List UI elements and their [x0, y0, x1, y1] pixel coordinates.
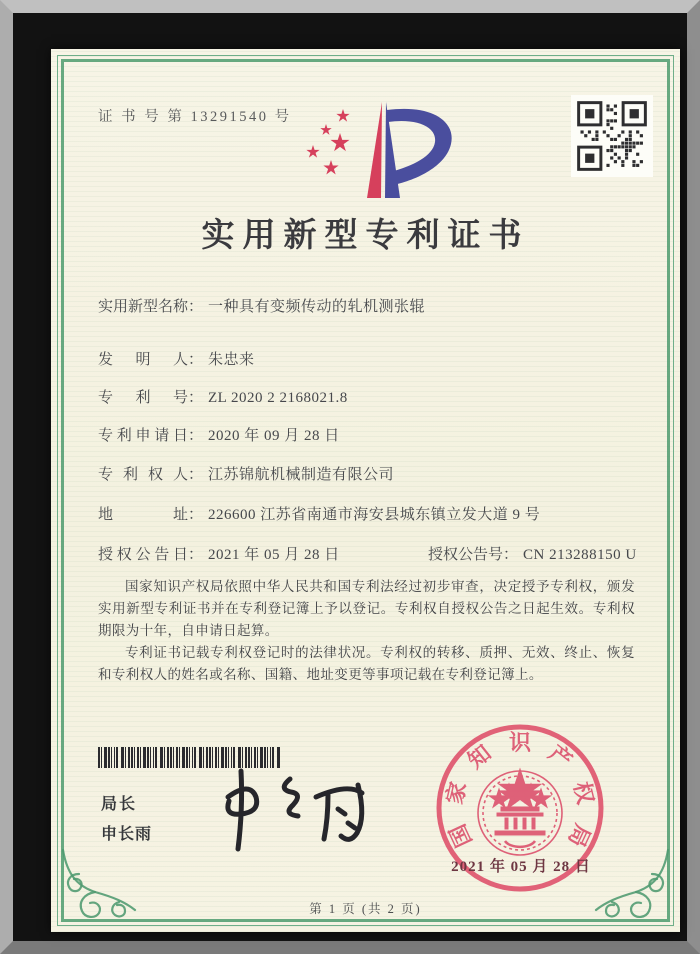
- field-label: 地址: [98, 507, 188, 523]
- field-grant-number: [428, 543, 637, 564]
- svg-text:知: 知: [463, 740, 496, 774]
- field-row-grant-date: [98, 543, 652, 564]
- field-row-name: [98, 295, 652, 316]
- field-colon: ：: [188, 507, 204, 523]
- field-value: 2020 年 09 月 28 日: [208, 428, 340, 444]
- field-label: 发明人: [98, 352, 188, 368]
- field-colon: ：: [188, 352, 204, 368]
- certificate-number: 证 书 号 第 13291540 号: [98, 109, 292, 125]
- field-value: 一种具有变频传动的轧机测张辊: [208, 299, 426, 315]
- field-label: 专利号: [98, 390, 188, 406]
- legal-paragraph-1: 国家知识产权局依照中华人民共和国专利法经过初步审查，决定授予专利权，颁发实用新型专利证书并在专利登记簿上予以登记。专利权自授权公告之日起生效。专利权期限为十年，自申请日起算。: [98, 579, 635, 638]
- field-colon: ：: [188, 547, 204, 563]
- officer-name: 申长雨: [101, 826, 153, 843]
- svg-text:识: 识: [508, 730, 532, 756]
- certificate-title: 实用新型专利证书: [201, 218, 530, 254]
- field-label: 专利申请日: [98, 428, 188, 444]
- field-row-address: [98, 503, 652, 524]
- svg-text:国: 国: [444, 820, 477, 851]
- field-label: 授权公告日: [98, 547, 188, 563]
- cnipa-patent-logo-icon: [293, 96, 488, 204]
- field-row-patent-number: [98, 386, 652, 407]
- field-colon: ：: [188, 390, 204, 406]
- field-label: 授权公告号: [428, 547, 504, 563]
- field-colon: ：: [188, 467, 204, 483]
- svg-text:权: 权: [568, 779, 599, 807]
- field-label: 专利权人: [98, 467, 188, 483]
- qr-code-icon: [571, 95, 653, 177]
- certificate-paper: [51, 49, 680, 932]
- field-row-inventor: [98, 348, 652, 369]
- field-colon: ：: [503, 547, 519, 563]
- field-value: 朱忠来: [208, 352, 255, 368]
- seal-date: 2021 年 05 月 28 日: [451, 859, 591, 875]
- director-signature-icon: [198, 763, 388, 855]
- field-value: CN 213288150 U: [523, 547, 637, 563]
- field-colon: ：: [188, 428, 204, 444]
- page-footer: 第 1 页 (共 2 页): [309, 902, 422, 916]
- field-value: 江苏锦航机械制造有限公司: [208, 467, 395, 483]
- svg-text:家: 家: [441, 779, 472, 807]
- field-value: ZL 2020 2 2168021.8: [208, 390, 348, 406]
- legal-paragraph-2: 专利证书记载专利权登记时的法律状况。专利权的转移、质押、无效、终止、恢复和专利权人的姓名或名称、国籍、地址变更等事项记载在专利登记簿上。: [98, 645, 635, 682]
- field-value: 226600 江苏省南通市海安县城东镇立发大道 9 号: [208, 507, 541, 523]
- officer-title: 局长: [101, 796, 138, 813]
- svg-text:产: 产: [544, 740, 577, 774]
- field-value: 2021 年 05 月 28 日: [208, 547, 340, 563]
- field-label: 实用新型名称: [98, 299, 189, 315]
- svg-text:局: 局: [563, 820, 596, 851]
- field-row-filing-date: [98, 424, 652, 445]
- field-colon: ：: [188, 299, 204, 315]
- legal-text: [98, 576, 635, 686]
- field-row-patentee: [98, 463, 652, 484]
